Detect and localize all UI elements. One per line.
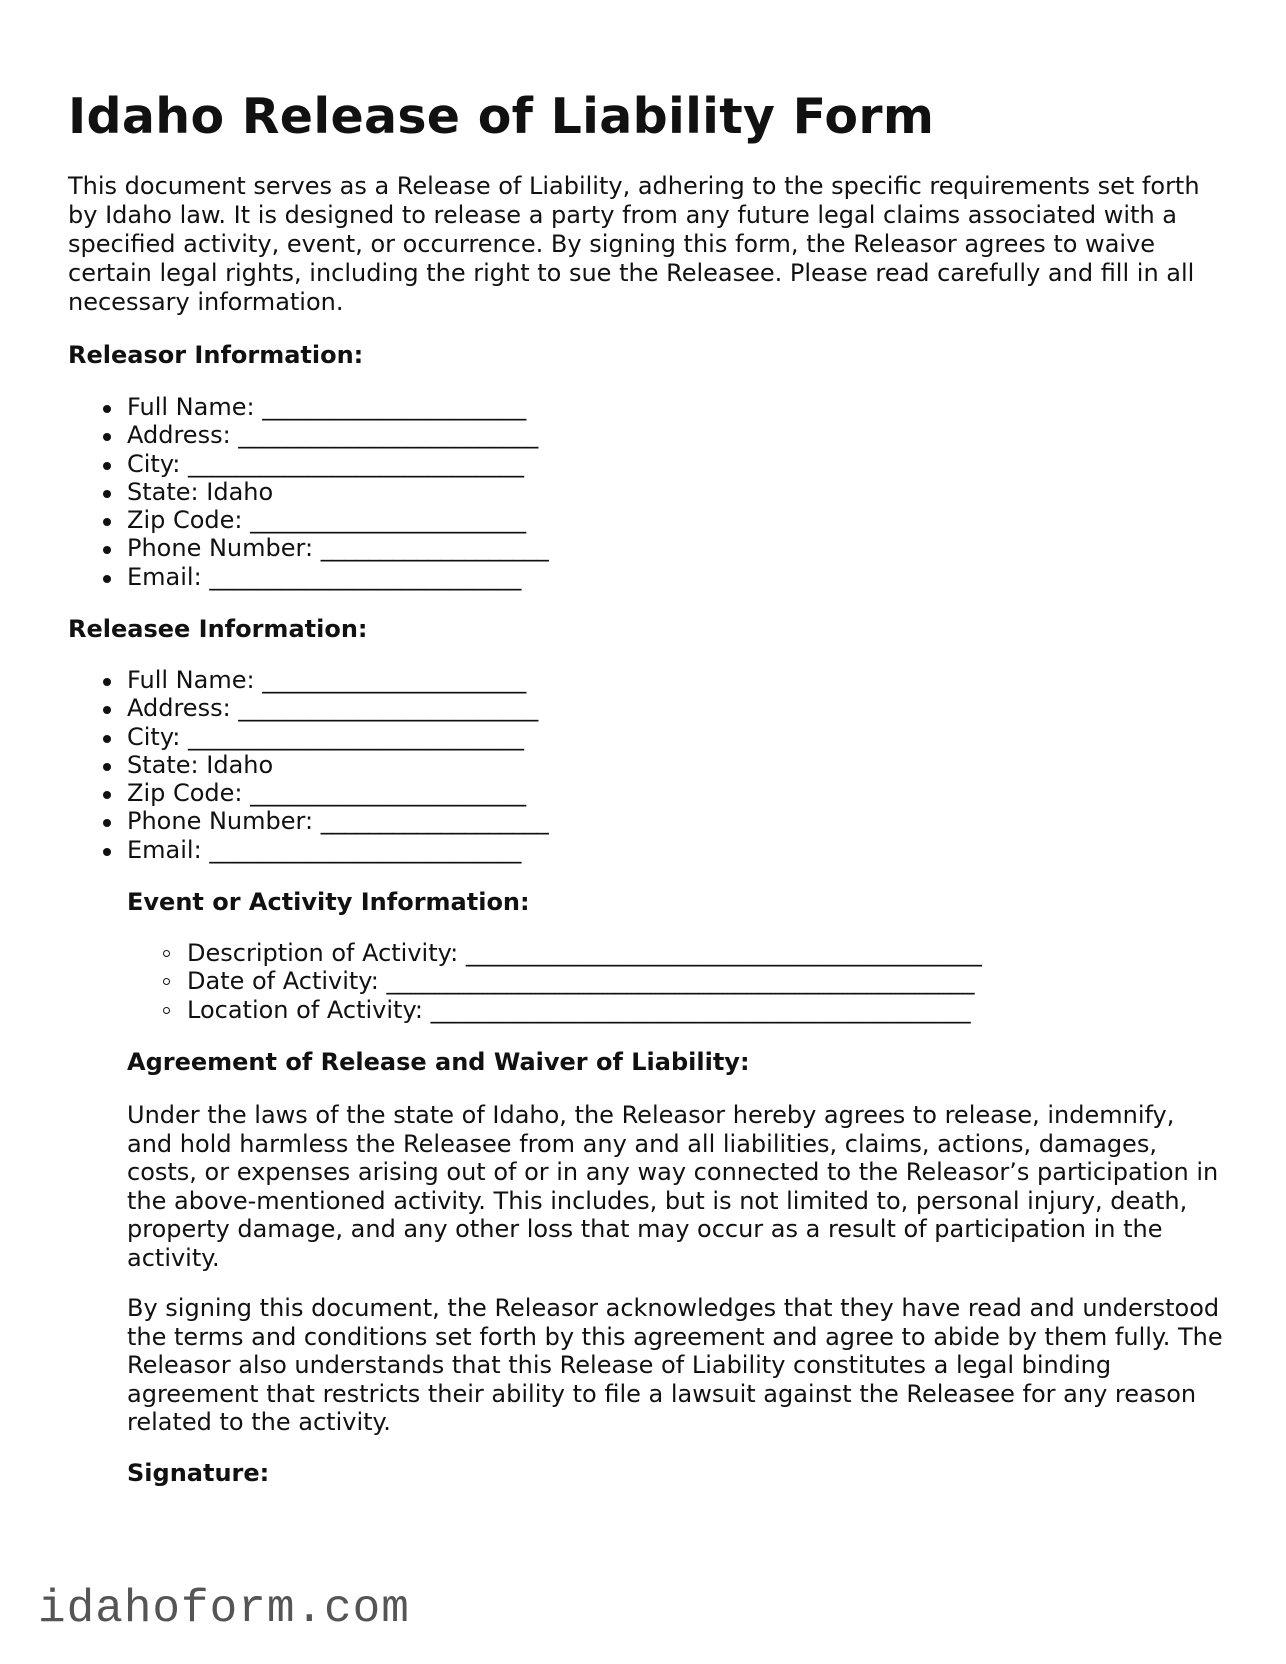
bullet-icon [103,575,111,583]
releasee-phone-field[interactable]: Phone Number: ___________________ [68,807,549,835]
event-date-blank[interactable]: _________________________________________________ [386,967,975,996]
bullet-icon [103,433,111,441]
releasee-email-field[interactable]: Email: __________________________ [68,836,549,864]
bullet-icon [103,546,111,554]
event-heading: Event or Activity Information: [127,888,530,916]
releasor-phone-blank[interactable]: ___________________ [320,534,549,563]
releasor-address-field[interactable]: Address: _________________________ [68,421,549,449]
circle-bullet-icon [163,978,170,985]
releasor-city-blank[interactable]: ____________________________ [188,449,525,478]
bullet-icon [103,763,111,771]
releasor-fields [68,393,549,591]
bullet-icon [103,518,111,526]
releasor-full-name-blank[interactable]: ______________________ [262,393,527,421]
event-location-blank[interactable]: _____________________________________________ [430,995,971,1024]
releasee-full-name-blank[interactable]: ______________________ [262,666,527,694]
bullet-icon [103,405,111,413]
releasor-state-value: Idaho [206,477,274,506]
releasor-heading: Releasor Information: [68,341,364,369]
releasee-state-field: State: Idaho [68,751,549,779]
event-description-blank[interactable]: ___________________________________________ [465,939,982,967]
releasee-city-field[interactable]: City: ____________________________ [68,723,549,751]
event-location-field[interactable]: Location of Activity: _____________________________________________ [127,996,982,1024]
releasee-state-value: Idaho [206,750,274,779]
bullet-icon [103,819,111,827]
circle-bullet-icon [163,1007,170,1014]
watermark-logo: idahoform.com [38,1583,410,1635]
releasee-email-blank[interactable]: __________________________ [209,835,522,864]
releasee-zip-field[interactable]: Zip Code: _______________________ [68,779,549,807]
intro-paragraph: This document serves as a Release of Liability, adhering to the specific requirements set forth by Idaho law. It is designed to release a party from any future legal claims associated with a specified activity, event, or occurrence. By signing this form, the Releasor agrees to waive certain legal rights, including the right to sue the Releasee. Please read carefully and fill in all necessary information. [68,172,1200,316]
bullet-icon [103,462,111,470]
bullet-icon [103,848,111,856]
releasee-phone-blank[interactable]: ___________________ [320,807,549,836]
releasee-zip-blank[interactable]: _______________________ [250,779,527,808]
releasor-phone-field[interactable]: Phone Number: ___________________ [68,534,549,562]
releasee-full-name-field[interactable]: Full Name: ______________________ [68,666,549,694]
releasee-fields [68,666,549,864]
releasor-zip-field[interactable]: Zip Code: _______________________ [68,506,549,534]
bullet-icon [103,678,111,686]
agreement-heading: Agreement of Release and Waiver of Liability: [127,1048,750,1076]
bullet-icon [103,791,111,799]
releasor-email-blank[interactable]: __________________________ [209,562,522,591]
releasee-address-field[interactable]: Address: _________________________ [68,694,549,722]
releasor-email-field[interactable]: Email: __________________________ [68,563,549,591]
releasor-state-field: State: Idaho [68,478,549,506]
event-description-field[interactable]: Description of Activity: ___________________________________________ [127,939,982,967]
document-title: Idaho Release of Liability Form [68,88,935,145]
releasor-city-field[interactable]: City: ____________________________ [68,450,549,478]
circle-bullet-icon [163,950,170,957]
agreement-paragraph-2: By signing this document, the Releasor acknowledges that they have read and understood the terms and conditions set forth by this agreement and agree to abide by them fully. The Releasor also understands that this Release of Liability constitutes a legal binding agreement that restricts their ability to file a lawsuit against the Releasee for any reason related to the activity. [127,1294,1223,1436]
releasor-full-name-field[interactable]: Full Name: ______________________ [68,393,549,421]
releasee-address-blank[interactable]: _________________________ [238,694,539,723]
agreement-paragraph-1: Under the laws of the state of Idaho, the Releasor hereby agrees to release, indemnify, and hold harmless the Releasee from any and all liabilities, claims, actions, damages, costs, or expenses arising out of or in any way connected to the Releasor’s participation in the above-mentioned activity. This includes, but is not limited to, personal injury, death, property damage, and any other loss that may occur as a result of participation in the activity. [127,1101,1219,1272]
bullet-icon [103,490,111,498]
releasee-city-blank[interactable]: ____________________________ [188,722,525,751]
event-fields [127,939,982,1024]
bullet-icon [103,706,111,714]
bullet-icon [103,735,111,743]
releasor-address-blank[interactable]: _________________________ [238,421,539,450]
releasor-zip-blank[interactable]: _______________________ [250,506,527,535]
releasee-heading: Releasee Information: [68,615,368,643]
signature-heading: Signature: [127,1459,270,1487]
event-date-field[interactable]: Date of Activity: _________________________________________________ [127,967,982,995]
